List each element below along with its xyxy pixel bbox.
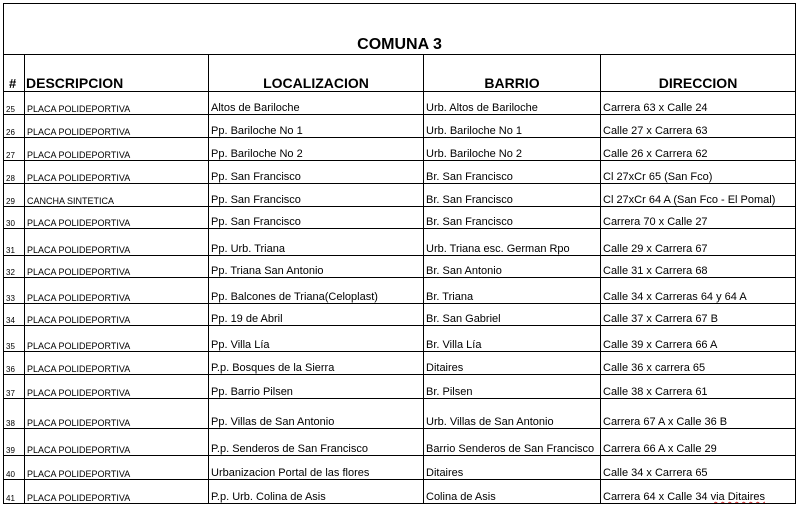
- row-number-cell[interactable]: 38: [4, 399, 25, 429]
- row-number-cell[interactable]: 32: [4, 256, 25, 278]
- barrio-cell[interactable]: Urb. Bariloche No 1: [424, 115, 601, 138]
- descripcion-cell[interactable]: PLACA POLIDEPORTIVA: [25, 92, 209, 115]
- localizacion-cell[interactable]: Pp. Bariloche No 1: [209, 115, 424, 138]
- descripcion-cell[interactable]: PLACA POLIDEPORTIVA: [25, 375, 209, 399]
- barrio-cell[interactable]: Br. San Antonio: [424, 256, 601, 278]
- direccion-cell[interactable]: Carrera 70 x Calle 27: [601, 207, 796, 229]
- barrio-cell[interactable]: Br. Villa Lía: [424, 326, 601, 352]
- row-number-cell[interactable]: 25: [4, 92, 25, 115]
- table-row: [4, 399, 796, 429]
- comuna-table: [3, 3, 796, 504]
- direccion-cell[interactable]: Calle 34 x Carreras 64 y 64 A: [601, 278, 796, 304]
- row-number-cell[interactable]: 30: [4, 207, 25, 229]
- spellcheck-underline: via Ditaires: [710, 491, 766, 503]
- barrio-cell[interactable]: Urb. Triana esc. German Rpo: [424, 229, 601, 256]
- barrio-cell[interactable]: Colina de Asis: [424, 480, 601, 504]
- descripcion-cell[interactable]: PLACA POLIDEPORTIVA: [25, 456, 209, 480]
- localizacion-cell[interactable]: Pp. San Francisco: [209, 161, 424, 184]
- barrio-cell[interactable]: Ditaires: [424, 352, 601, 375]
- direccion-cell[interactable]: Carrera 66 A x Calle 29: [601, 429, 796, 456]
- localizacion-cell[interactable]: Pp. San Francisco: [209, 184, 424, 207]
- row-number-cell[interactable]: 39: [4, 429, 25, 456]
- row-number-cell[interactable]: 34: [4, 304, 25, 326]
- table-title[interactable]: COMUNA 3: [4, 4, 796, 55]
- descripcion-cell[interactable]: CANCHA SINTETICA: [25, 184, 209, 207]
- direccion-cell[interactable]: Calle 37 x Carrera 67 B: [601, 304, 796, 326]
- barrio-cell[interactable]: Br. Triana: [424, 278, 601, 304]
- table-row: [4, 326, 796, 352]
- localizacion-cell[interactable]: Pp. Villa Lía: [209, 326, 424, 352]
- header-localizacion[interactable]: LOCALIZACION: [209, 55, 424, 92]
- descripcion-cell[interactable]: PLACA POLIDEPORTIVA: [25, 115, 209, 138]
- descripcion-cell[interactable]: PLACA POLIDEPORTIVA: [25, 256, 209, 278]
- barrio-cell[interactable]: Br. San Gabriel: [424, 304, 601, 326]
- localizacion-cell[interactable]: P.p. Urb. Colina de Asis: [209, 480, 424, 504]
- localizacion-cell[interactable]: Altos de Bariloche: [209, 92, 424, 115]
- row-number-cell[interactable]: 33: [4, 278, 25, 304]
- localizacion-cell[interactable]: Pp. Triana San Antonio: [209, 256, 424, 278]
- barrio-cell[interactable]: Urb. Altos de Bariloche: [424, 92, 601, 115]
- descripcion-cell[interactable]: PLACA POLIDEPORTIVA: [25, 207, 209, 229]
- localizacion-cell[interactable]: Pp. Balcones de Triana(Celoplast): [209, 278, 424, 304]
- table-row: [4, 352, 796, 375]
- table-row: [4, 278, 796, 304]
- direccion-cell[interactable]: Calle 27 x Carrera 63: [601, 115, 796, 138]
- row-number-cell[interactable]: 31: [4, 229, 25, 256]
- table-row: [4, 429, 796, 456]
- header-direccion[interactable]: DIRECCION: [601, 55, 796, 92]
- descripcion-cell[interactable]: PLACA POLIDEPORTIVA: [25, 229, 209, 256]
- descripcion-cell[interactable]: PLACA POLIDEPORTIVA: [25, 161, 209, 184]
- table-row: [4, 184, 796, 207]
- direccion-cell[interactable]: Carrera 63 x Calle 24: [601, 92, 796, 115]
- title-row: [4, 4, 796, 55]
- direccion-cell[interactable]: Calle 31 x Carrera 68: [601, 256, 796, 278]
- barrio-cell[interactable]: Ditaires: [424, 456, 601, 480]
- descripcion-cell[interactable]: PLACA POLIDEPORTIVA: [25, 352, 209, 375]
- row-number-cell[interactable]: 40: [4, 456, 25, 480]
- localizacion-cell[interactable]: P.p. Senderos de San Francisco: [209, 429, 424, 456]
- localizacion-cell[interactable]: Pp. San Francisco: [209, 207, 424, 229]
- table-row: [4, 161, 796, 184]
- barrio-cell[interactable]: Br. San Francisco: [424, 161, 601, 184]
- direccion-cell[interactable]: Calle 26 x Carrera 62: [601, 138, 796, 161]
- header-row: [4, 55, 796, 92]
- localizacion-cell[interactable]: Urbanizacion Portal de las flores: [209, 456, 424, 480]
- descripcion-cell[interactable]: PLACA POLIDEPORTIVA: [25, 138, 209, 161]
- descripcion-cell[interactable]: PLACA POLIDEPORTIVA: [25, 304, 209, 326]
- direccion-cell[interactable]: Calle 39 x Carrera 66 A: [601, 326, 796, 352]
- table-row: [4, 256, 796, 278]
- table-row: [4, 480, 796, 504]
- row-number-cell[interactable]: 28: [4, 161, 25, 184]
- barrio-cell[interactable]: Br. Pilsen: [424, 375, 601, 399]
- barrio-cell[interactable]: Urb. Villas de San Antonio: [424, 399, 601, 429]
- barrio-cell[interactable]: Urb. Bariloche No 2: [424, 138, 601, 161]
- localizacion-cell[interactable]: Pp. Bariloche No 2: [209, 138, 424, 161]
- barrio-cell[interactable]: Br. San Francisco: [424, 184, 601, 207]
- table-row: [4, 456, 796, 480]
- direccion-cell[interactable]: Calle 29 x Carrera 67: [601, 229, 796, 256]
- direccion-cell[interactable]: Carrera 67 A x Calle 36 B: [601, 399, 796, 429]
- descripcion-cell[interactable]: PLACA POLIDEPORTIVA: [25, 429, 209, 456]
- table-row: [4, 229, 796, 256]
- table-row: [4, 92, 796, 115]
- descripcion-cell[interactable]: PLACA POLIDEPORTIVA: [25, 480, 209, 504]
- direccion-cell[interactable]: Calle 34 x Carrera 65: [601, 456, 796, 480]
- row-number-cell[interactable]: 27: [4, 138, 25, 161]
- descripcion-cell[interactable]: PLACA POLIDEPORTIVA: [25, 326, 209, 352]
- localizacion-cell[interactable]: Pp. Urb. Triana: [209, 229, 424, 256]
- barrio-cell[interactable]: Barrio Senderos de San Francisco: [424, 429, 601, 456]
- row-number-cell[interactable]: 37: [4, 375, 25, 399]
- localizacion-cell[interactable]: P.p. Bosques de la Sierra: [209, 352, 424, 375]
- table-row: [4, 138, 796, 161]
- localizacion-cell[interactable]: Pp. 19 de Abril: [209, 304, 424, 326]
- row-number-cell[interactable]: 41: [4, 480, 25, 504]
- descripcion-cell[interactable]: PLACA POLIDEPORTIVA: [25, 399, 209, 429]
- table-row: [4, 375, 796, 399]
- barrio-cell[interactable]: Br. San Francisco: [424, 207, 601, 229]
- direccion-cell[interactable]: Carrera 64 x Calle 34 via Ditaires: [601, 480, 796, 504]
- direccion-cell[interactable]: Cl 27xCr 64 A (San Fco - El Pomal): [601, 184, 796, 207]
- table-row: [4, 304, 796, 326]
- direccion-cell[interactable]: Cl 27xCr 65 (San Fco): [601, 161, 796, 184]
- row-number-cell[interactable]: 36: [4, 352, 25, 375]
- direccion-cell[interactable]: Calle 38 x Carrera 61: [601, 375, 796, 399]
- table-row: [4, 207, 796, 229]
- header-num[interactable]: #: [4, 55, 25, 92]
- header-barrio[interactable]: BARRIO: [424, 55, 601, 92]
- direccion-cell[interactable]: Calle 36 x carrera 65: [601, 352, 796, 375]
- row-number-cell[interactable]: 35: [4, 326, 25, 352]
- row-number-cell[interactable]: 29: [4, 184, 25, 207]
- row-number-cell[interactable]: 26: [4, 115, 25, 138]
- header-descripcion[interactable]: DESCRIPCION: [25, 55, 209, 92]
- localizacion-cell[interactable]: Pp. Barrio Pilsen: [209, 375, 424, 399]
- localizacion-cell[interactable]: Pp. Villas de San Antonio: [209, 399, 424, 429]
- descripcion-cell[interactable]: PLACA POLIDEPORTIVA: [25, 278, 209, 304]
- table-row: [4, 115, 796, 138]
